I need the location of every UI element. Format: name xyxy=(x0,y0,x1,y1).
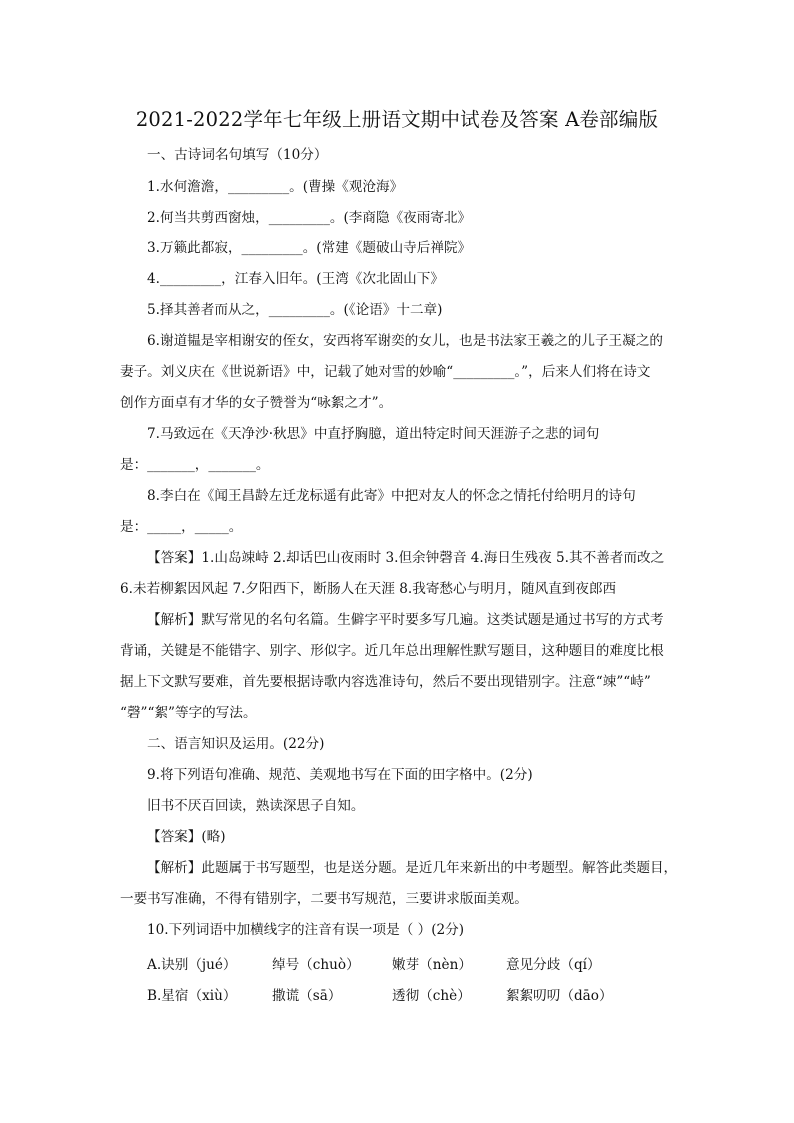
option-a-item: 嫩芽（nèn） xyxy=(392,957,472,973)
question-7-line-1: 7.马致远在《天净沙·秋思》中直抒胸臆，道出特定时间天涯游子之悲的词句 xyxy=(147,426,600,442)
question-2: 2.何当共剪西窗烛，_________。(李商隐《夜雨寄北》 xyxy=(147,210,472,226)
question-9-text: 旧书不厌百回读，熟读深思子自知。 xyxy=(147,798,365,814)
analysis-line-4: “磬”“絮”等字的写法。 xyxy=(120,705,257,721)
option-b-item: 撒谎（sā） xyxy=(272,988,342,1004)
section1-heading: 一、古诗词名句填写（10分） xyxy=(147,147,328,163)
question-9-answer: 【答案】(略) xyxy=(147,829,226,845)
question-9: 9.将下列语句准确、规范、美观地书写在下面的田字格中。(2分) xyxy=(147,767,533,783)
question-7-line-2: 是：_______，_______。 xyxy=(120,457,270,473)
question-8-line-1: 8.李白在《闻王昌龄左迁龙标遥有此寄》中把对友人的怀念之情托付给明月的诗句 xyxy=(147,488,636,504)
question-4: 4._________，江春入旧年。(王湾《次北固山下》 xyxy=(147,271,444,287)
question-8-line-2: 是：_____，_____。 xyxy=(120,519,243,535)
option-a-item: A.诀别（jué） xyxy=(147,957,237,973)
answer-line-2: 6.未若柳絮因风起 7.夕阳西下，断肠人在天涯 8.我寄愁心与明月，随风直到夜郎西 xyxy=(120,581,617,597)
question-9-analysis-line-1: 【解析】此题属于书写题型，也是送分题。是近几年来新出的中考题型。解答此类题目， xyxy=(147,860,678,876)
question-9-analysis-line-2: 一要书写准确，不得有错别字，二要书写规范，三要讲求版面美观。 xyxy=(120,891,528,907)
question-5: 5.择其善者而从之，_________。(《论语》十二章) xyxy=(147,302,443,318)
analysis-line-3: 据上下文默写要难，首先要根据诗歌内容选准诗句，然后不要出现错别字。注意“竦”“峙” xyxy=(120,674,651,690)
answer-line-1: 【答案】1.山岛竦峙 2.却话巴山夜雨时 3.但余钟磬音 4.海日生残夜 5.其不善者而改之 xyxy=(147,550,665,566)
question-1: 1.水何澹澹，_________。(曹操《观沧海》 xyxy=(147,179,404,195)
option-b-item: 透彻（chè） xyxy=(392,988,471,1004)
question-6-line-2: 妻子。刘义庆在《世说新语》中，记载了她对雪的妙喻“_________。”，后来人们将在诗文 xyxy=(120,364,651,380)
section2-heading: 二、语言知识及运用。(22分) xyxy=(147,736,325,752)
question-10: 10.下列词语中加横线字的注音有误一项是（ ）(2分) xyxy=(147,922,465,938)
question-3: 3.万籁此都寂，_________。(常建《题破山寺后禅院》 xyxy=(147,240,472,256)
question-6-line-1: 6.谢道韫是宰相谢安的侄女，安西将军谢奕的女儿，也是书法家王羲之的儿子王凝之的 xyxy=(147,333,663,349)
option-a-item: 绰号（chuò） xyxy=(272,957,360,973)
option-a-item: 意见分歧（qí） xyxy=(506,957,601,973)
analysis-line-1: 【解析】默写常见的名句名篇。生僻字平时要多写几遍。这类试题是通过书写的方式考 xyxy=(147,612,664,628)
page-title: 2021-2022学年七年级上册语文期中试卷及答案 A卷部编版 xyxy=(135,108,659,131)
analysis-line-2: 背诵，关键是不能错字、别字、形似字。近几年总出理解性默写题目，这种题目的难度比根 xyxy=(120,643,664,659)
option-b-item: 絮絮叨叨（dāo） xyxy=(506,988,613,1004)
question-6-line-3: 创作方面卓有才华的女子赞誉为“咏絮之才”。 xyxy=(120,395,393,411)
option-b-item: B.星宿（xiù） xyxy=(147,988,237,1004)
